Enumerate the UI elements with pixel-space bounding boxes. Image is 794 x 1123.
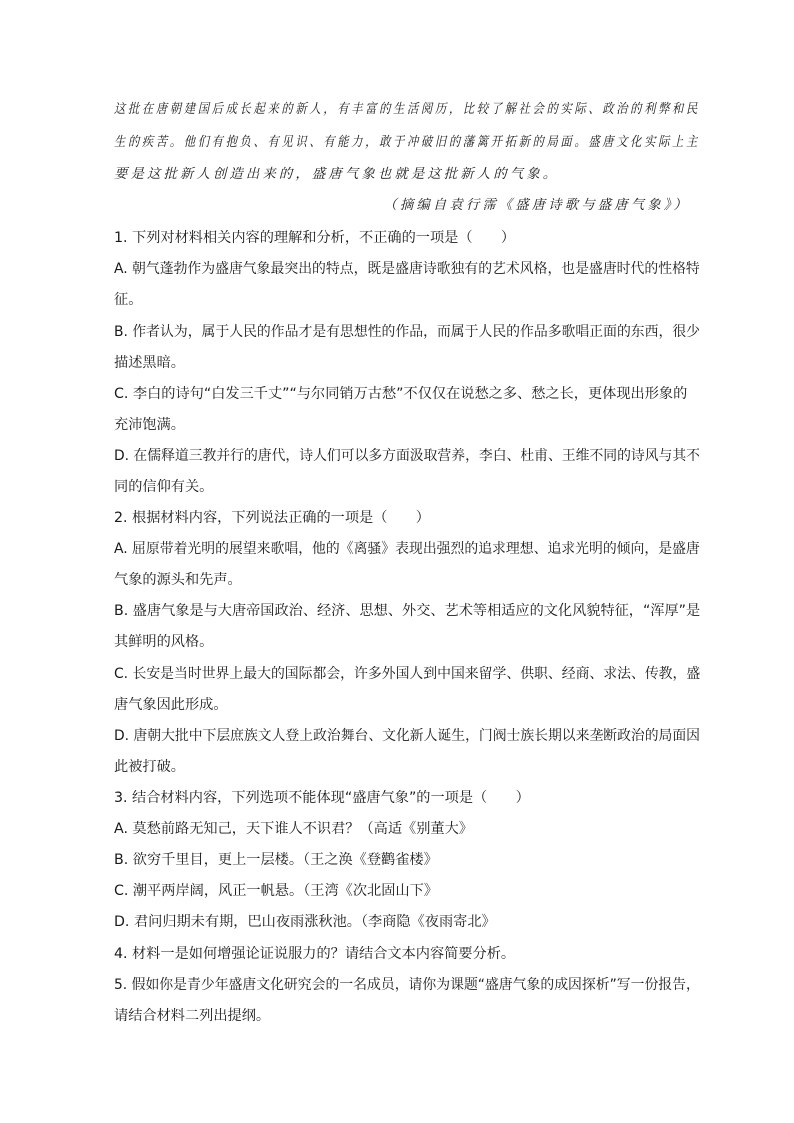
question-2-option-d: 此被打破。 bbox=[114, 759, 185, 775]
passage-line: 要是这批新人创造出来的，盛唐气象也就是这批新人的气象。 bbox=[114, 167, 560, 182]
question-2-option-b: 其鲜明的风格。 bbox=[114, 634, 214, 650]
passage-line: 生的疾苦。他们有抱负、有见识、有能力，敢于冲破旧的藩篱开拓新的局面。盛唐文化实际上主 bbox=[114, 135, 700, 150]
question-3-option-c: C. 潮平两岸阔，风正一帆悬。（王湾《次北固山下》 bbox=[114, 883, 438, 899]
question-1-option-b: B. 作者认为，属于人民的作品才是有思想性的作品，而属于人民的作品多歌唱正面的东西，很少 bbox=[114, 324, 701, 340]
question-1-option-b: 描述黑暗。 bbox=[114, 355, 185, 371]
question-1-option-d: D. 在儒释道三教并行的唐代，诗人们可以多方面汲取营养，李白、杜甫、王维不同的诗风与其不 bbox=[114, 448, 700, 464]
question-2-option-d: D. 唐朝大批中下层庶族文人登上政治舞台、文化新人诞生，门阀士族长期以来垄断政治的局面因 bbox=[114, 728, 700, 744]
question-3-option-a: A. 莫愁前路无知己，天下谁人不识君？（高适《别董大》 bbox=[114, 821, 473, 837]
question-2-stem: 2. 根据材料内容，下列说法正确的一项是（ ） bbox=[114, 510, 430, 526]
question-2-option-c: 唐气象因此形成。 bbox=[114, 697, 228, 713]
question-2-option-a: 气象的源头和先声。 bbox=[114, 572, 242, 588]
question-3-option-d: D. 君问归期未有期，巴山夜雨涨秋池。（李商隐《夜雨寄北》 bbox=[114, 914, 496, 930]
question-3-stem: 3. 结合材料内容，下列选项不能体现“盛唐气象”的一项是（ ） bbox=[114, 790, 530, 806]
question-4-stem: 4. 材料一是如何增强论证说服力的？请结合文本内容简要分析。 bbox=[114, 946, 516, 962]
question-1-option-a: A. 朝气蓬勃作为盛唐气象最突出的特点，既是盛唐诗歌独有的艺术风格，也是盛唐时代的性格特 bbox=[114, 261, 700, 277]
question-2-option-a: A. 屈原带着光明的展望来歌唱，他的《离骚》表现出强烈的追求理想、追求光明的倾向，是盛唐 bbox=[114, 541, 700, 557]
question-5-stem: 请结合材料二列出提纲。 bbox=[114, 1008, 271, 1024]
question-1-option-d: 同的信仰有关。 bbox=[114, 479, 214, 495]
question-1-stem: 1. 下列对材料相关内容的理解和分析，不正确的一项是（ ） bbox=[114, 230, 516, 246]
question-3-option-b: B. 欲穷千里目，更上一层楼。（王之涣《登鹳雀楼》 bbox=[114, 852, 438, 868]
question-5-stem: 5. 假如你是青少年盛唐文化研究会的一名成员，请你为课题“盛唐气象的成因探析”写一份报告， bbox=[114, 977, 700, 993]
passage-source: （摘编自袁行霈《盛唐诗歌与盛唐气象》） bbox=[383, 198, 690, 213]
question-1-option-c: 充沛饱满。 bbox=[114, 417, 185, 433]
question-1-option-a: 征。 bbox=[114, 292, 143, 308]
question-1-option-c: C. 李白的诗句“白发三千丈”“与尔同销万古愁”不仅仅在说愁之多、愁之长，更体现出形象的 bbox=[114, 386, 688, 402]
question-2-option-c: C. 长安是当时世界上最大的国际都会，许多外国人到中国来留学、供职、经商、求法、传教，盛 bbox=[114, 666, 701, 682]
question-2-option-b: B. 盛唐气象是与大唐帝国政治、经济、思想、外交、艺术等相适应的文化风貌特征，“浑厚”是 bbox=[114, 603, 701, 619]
passage-line: 这批在唐朝建国后成长起来的新人，有丰富的生活阅历，比较了解社会的实际、政治的利弊和民 bbox=[114, 102, 700, 117]
